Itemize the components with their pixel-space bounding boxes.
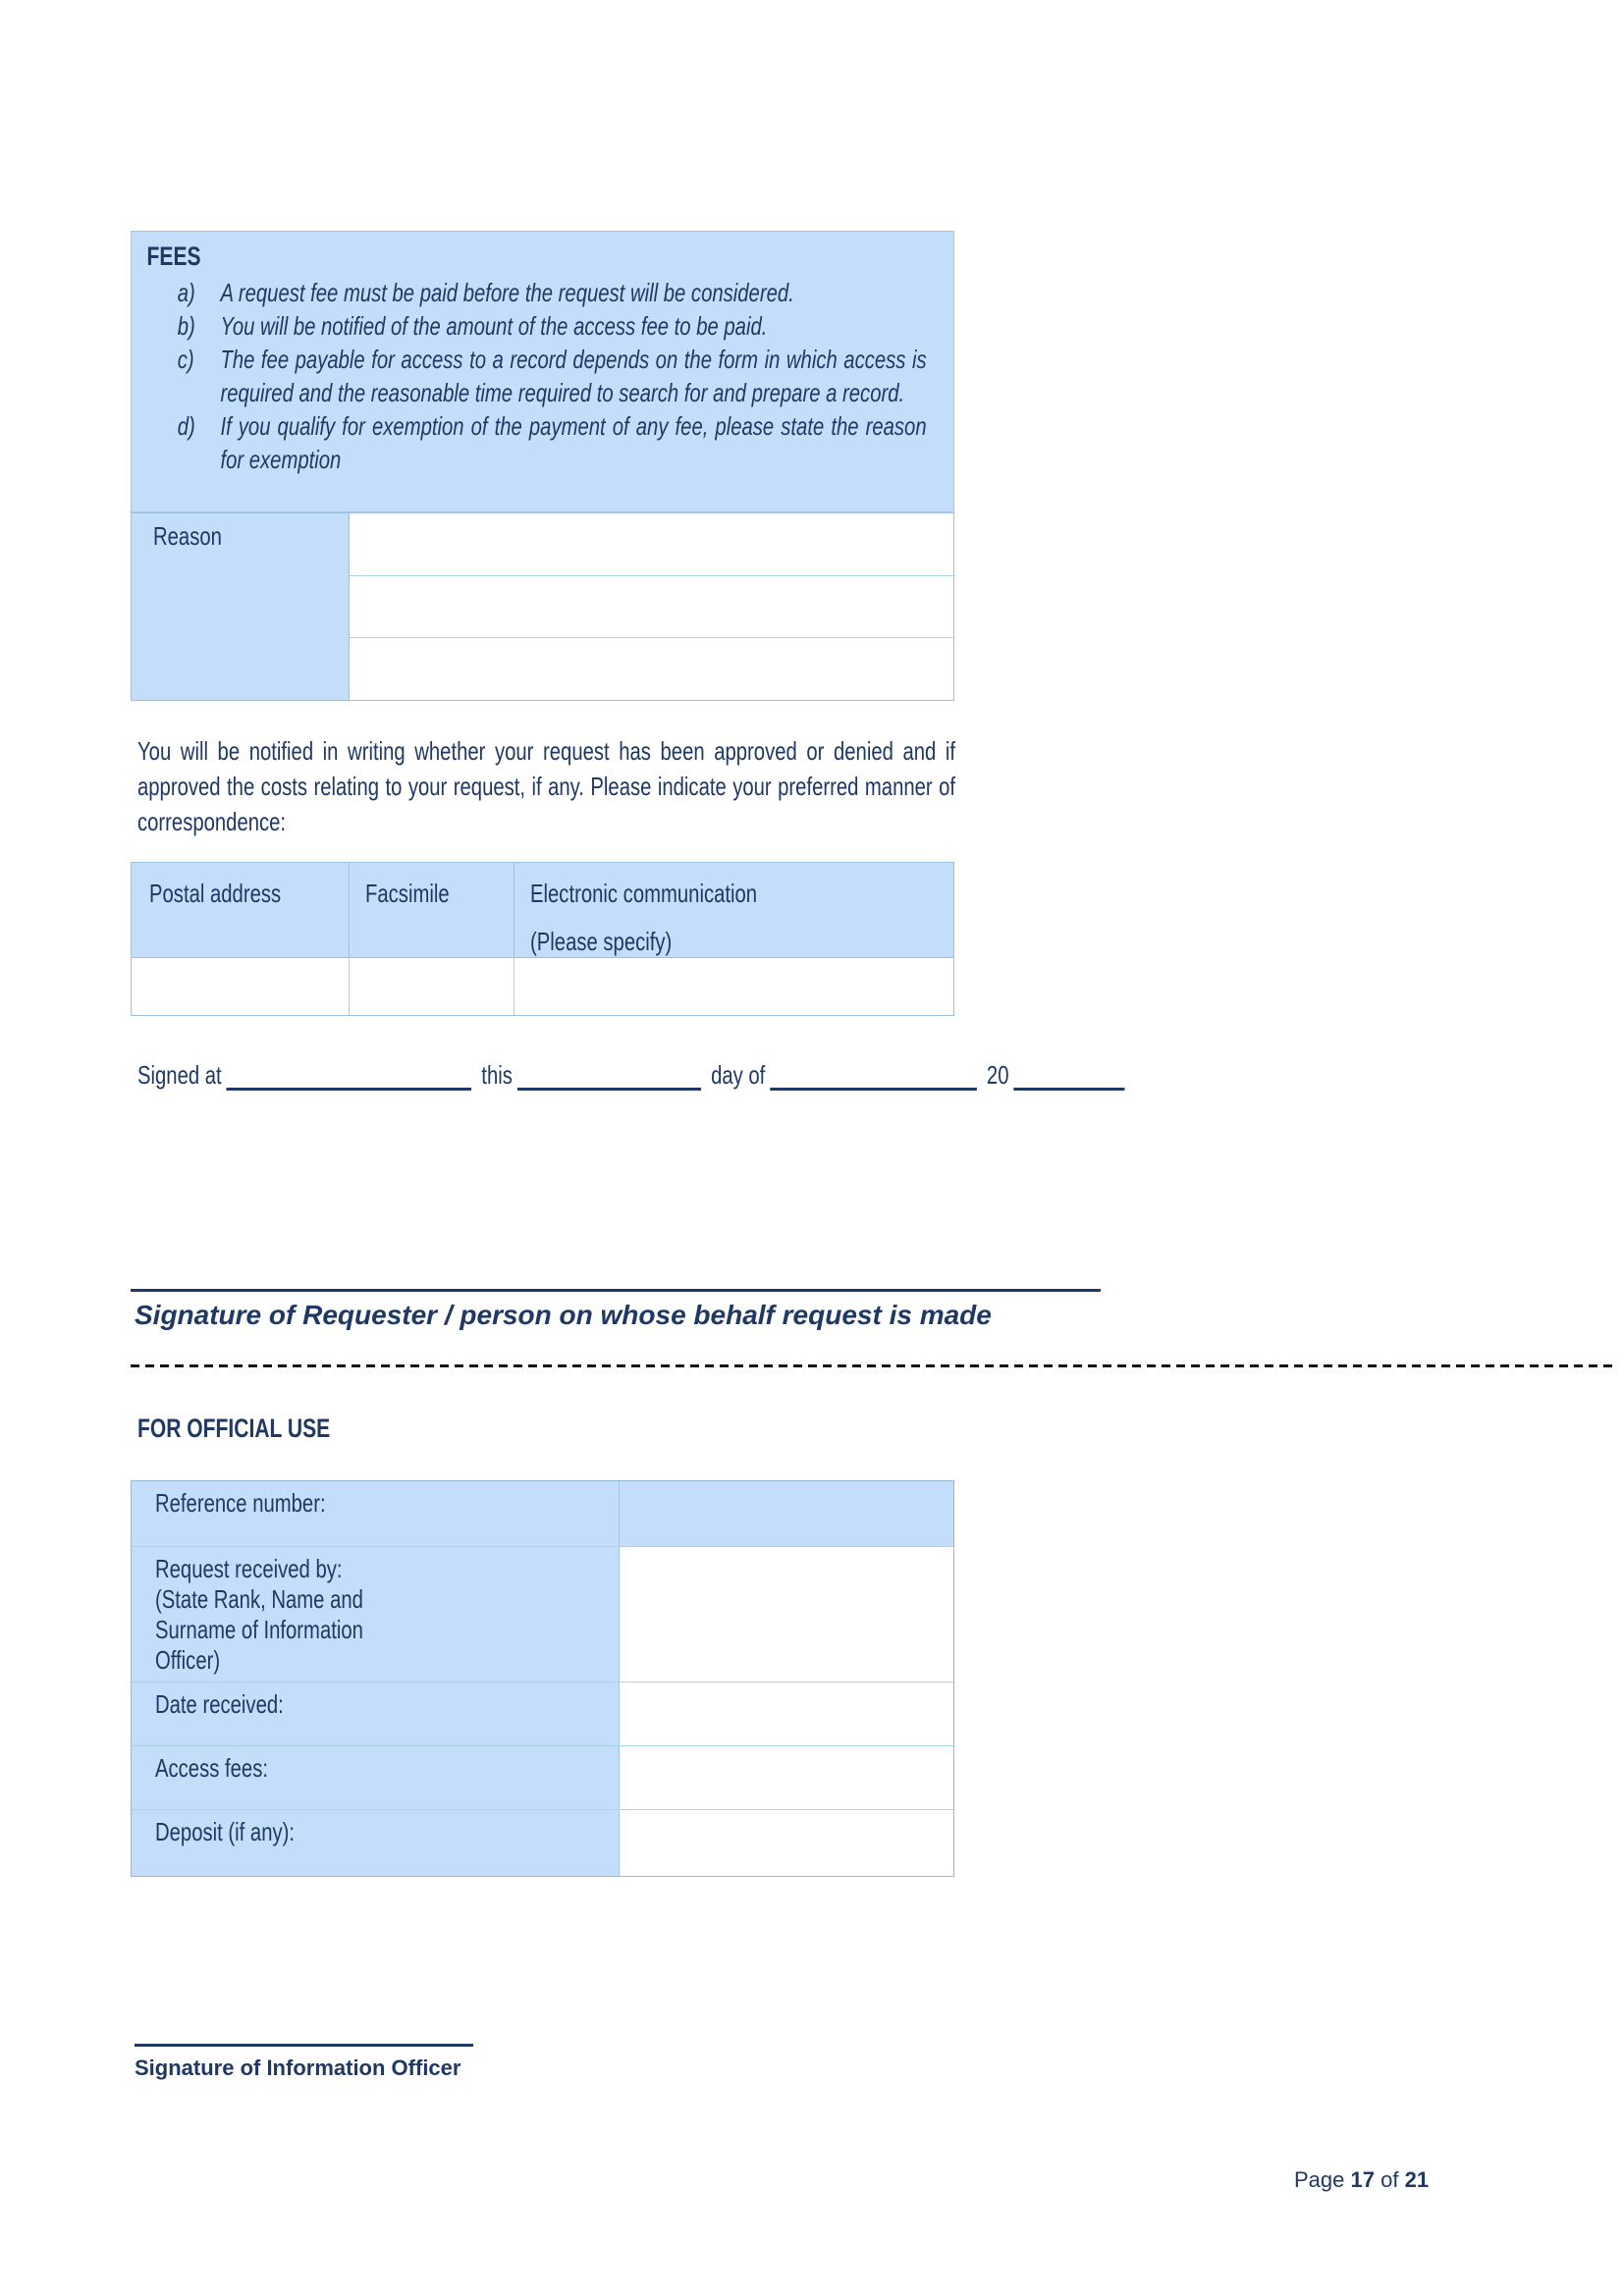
request-received-by-label-line2: (State Rank, Name and (155, 1584, 363, 1614)
official-use-table (131, 1480, 954, 1877)
page-current: 17 (1350, 2167, 1375, 2192)
fees-title: FEES (146, 241, 201, 271)
access-fees-value-cell[interactable] (620, 1746, 953, 1809)
signed-day-blank[interactable] (517, 1060, 701, 1091)
fees-item-b-marker: b) (177, 311, 195, 341)
access-fees-row (132, 1746, 953, 1810)
request-received-by-row (132, 1547, 953, 1682)
reference-number-value-cell[interactable] (620, 1481, 953, 1546)
signed-at-place-blank[interactable] (226, 1060, 471, 1091)
fees-content (145, 241, 934, 476)
deposit-label: Deposit (if any): (155, 1817, 296, 1846)
year-prefix-label: 20 (986, 1060, 1009, 1090)
reference-number-label-cell (132, 1481, 620, 1546)
correspondence-table (131, 862, 954, 1016)
notification-paragraph (137, 733, 955, 839)
fees-item-a-text: A request fee must be paid before the request will be considered. (220, 278, 794, 307)
day-of-label: day of (711, 1060, 766, 1090)
fees-item-c-text: The fee payable for access to a record depends on the form in which access is required and the reasonable time required to search for and prepare a record. (220, 345, 927, 407)
requester-signature-line[interactable] (131, 1289, 1101, 1292)
request-received-by-label-cell (132, 1547, 620, 1682)
fees-item-c (145, 343, 934, 409)
official-use-heading: FOR OFFICIAL USE (137, 1414, 331, 1443)
of-word: of (1380, 2167, 1399, 2192)
signed-month-blank[interactable] (770, 1060, 977, 1091)
page-word: Page (1294, 2167, 1345, 2192)
date-received-value-cell[interactable] (620, 1682, 953, 1745)
postal-address-label: Postal address (149, 879, 282, 908)
fees-item-a-marker: a) (177, 278, 195, 307)
postal-address-input-cell[interactable] (132, 958, 350, 1015)
information-officer-signature-line[interactable] (135, 2044, 473, 2047)
page-total: 21 (1404, 2167, 1430, 2192)
facsimile-header-cell (350, 863, 514, 957)
fees-item-d-text: If you qualify for exemption of the payment of any fee, please state the reason for exemption (220, 411, 927, 474)
fees-item-a (145, 276, 934, 309)
requester-signature-caption: Signature of Requester / person on whose behalf request is made (135, 1300, 992, 1330)
signed-year-blank[interactable] (1013, 1060, 1124, 1091)
fees-item-d (145, 409, 934, 476)
this-label: this (481, 1060, 513, 1090)
reason-label: Reason (153, 521, 222, 551)
fees-section (131, 231, 954, 512)
reason-input-row-3[interactable] (350, 638, 953, 700)
electronic-communication-header-cell (514, 863, 953, 957)
facsimile-input-cell[interactable] (350, 958, 514, 1015)
reference-number-row (132, 1481, 953, 1547)
please-specify-label: (Please specify) (530, 927, 673, 956)
correspondence-header-row (132, 863, 953, 957)
access-fees-label-cell (132, 1746, 620, 1809)
facsimile-label: Facsimile (365, 879, 450, 908)
access-fees-label: Access fees: (155, 1753, 268, 1783)
electronic-communication-input-cell[interactable] (514, 958, 953, 1015)
signed-at-line (137, 1060, 1403, 1091)
notification-text: You will be notified in writing whether your request has been approved or denied and if approved the costs relating to your request, if any. Please indicate your preferred manner of correspondence: (137, 736, 956, 836)
reason-input-row-1[interactable] (350, 513, 953, 576)
fees-item-c-marker: c) (177, 345, 194, 374)
correspondence-input-row (132, 957, 953, 1015)
request-received-by-label-line4: Officer) (155, 1645, 221, 1675)
date-received-label-cell (132, 1682, 620, 1745)
electronic-communication-label: Electronic communication (530, 879, 758, 908)
request-received-by-label-line3: Surname of Information (155, 1615, 363, 1644)
date-received-label: Date received: (155, 1689, 284, 1719)
reason-label-cell (132, 513, 350, 700)
reason-input-rows (350, 513, 953, 700)
deposit-label-cell (132, 1810, 620, 1876)
date-received-row (132, 1682, 953, 1746)
signed-at-label: Signed at (137, 1060, 222, 1090)
page-number (1294, 2167, 1429, 2193)
postal-address-header-cell (132, 863, 350, 957)
reason-input-row-2[interactable] (350, 576, 953, 639)
fees-item-b (145, 309, 934, 343)
request-received-by-label-line1: Request received by: (155, 1554, 343, 1583)
reference-number-label: Reference number: (155, 1488, 326, 1518)
fees-item-b-text: You will be notified of the amount of the access fee to be paid. (220, 311, 768, 341)
fees-item-d-marker: d) (177, 411, 195, 441)
deposit-row (132, 1810, 953, 1876)
deposit-value-cell[interactable] (620, 1810, 953, 1876)
reason-table (131, 512, 954, 701)
information-officer-signature-caption: Signature of Information Officer (135, 2056, 461, 2080)
dashed-divider (131, 1364, 1618, 1367)
request-received-by-value-cell[interactable] (620, 1547, 953, 1682)
